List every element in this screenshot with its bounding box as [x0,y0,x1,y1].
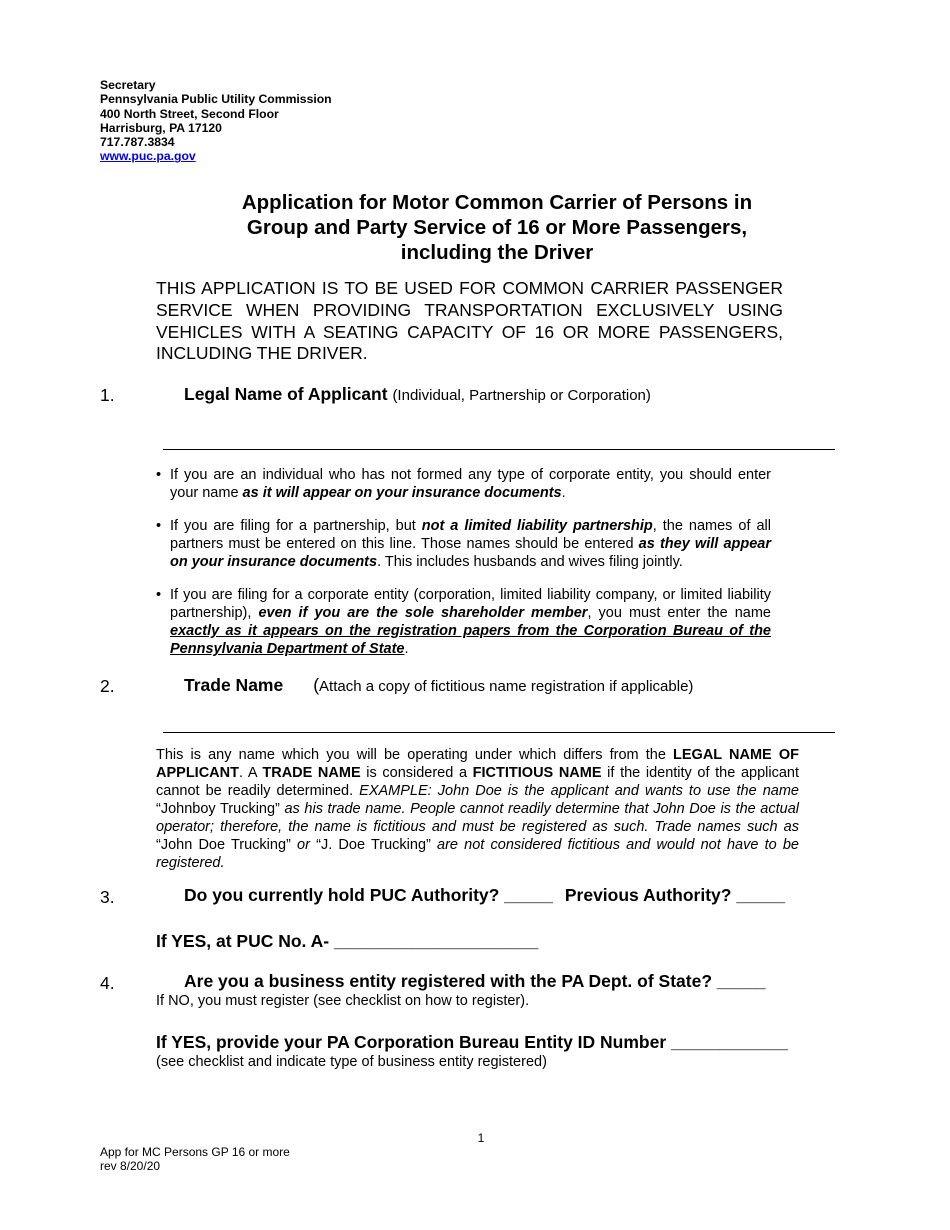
address-commission: Pennsylvania Public Utility Commission [100,92,332,107]
intro-paragraph: THIS APPLICATION IS TO BE USED FOR COMMON CARRIER PASSENGER SERVICE WHEN PROVIDING TRANSPORTATION EXCLUSIVELY USING VEHICLES WITH A SEATING CAPACITY OF 16 OR MORE PASSENGERS, INCLUDING THE DRIVER. [156,278,783,364]
q2-label: Trade Name [184,675,284,695]
puc-number-field[interactable]: If YES, at PUC No. A- _____________________ [156,931,539,951]
list-item: • If you are filing for a partnership, but not a limited liability partnership, the names of all partners must be entered on this line. Those names should be entered as they will appear on your insurance documents. This includes husbands and wives filing jointly. [156,518,771,570]
q1-heading [184,384,651,405]
puc-authority-field[interactable]: Do you currently hold PUC Authority? _____ [184,885,553,905]
title-line-2: Group and Party Service of 16 or More Passengers, [246,216,748,239]
title-line-3: including the Driver [400,241,594,264]
previous-authority-field[interactable]: Previous Authority? _____ [564,885,785,905]
footer-form-name: App for MC Persons GP 16 or more [100,1145,290,1159]
list-item: • If you are filing for a corporate entity (corporation, limited liability company, or limited liability partnership), even if you are the sole shareholder member, you must enter the name exactly as it appears on the registration papers from the Corporation Bureau of the Pennsylvania Department of State. [156,587,771,657]
trade-name-input-line[interactable] [163,732,835,733]
page-number: 1 [477,1131,485,1145]
q2-number: 2. [100,676,115,696]
q3-heading [184,885,785,906]
footer-revision: rev 8/20/20 [100,1159,161,1173]
bullet-icon: • [156,518,162,534]
q1-label: Legal Name of Applicant [184,384,388,404]
q2-note: Attach a copy of fictitious name registration if applicable) [319,678,694,695]
address-city: Harrisburg, PA 17120 [100,120,222,135]
footer [100,1145,290,1173]
q4-note: If NO, you must register (see checklist on how to register). [156,993,530,1009]
trade-name-explanation: This is any name which you will be operating under which differs from the LEGAL NAME OF APPLICANT. A TRADE NAME is considered a FICTITIOUS NAME if the identity of the applicant cannot be readily determined. EXAMPLE: John Doe is the applicant and wants to use the name “Johnboy Trucking” as his trade name. People cannot readily determine that John Doe is the actual operator; therefore, the name is fictitious and must be registered as such. Trade names such as “John Doe Trucking” or “J. Doe Trucking” are not considered fictitious and would not have to be registered. [156,747,799,871]
website-link[interactable]: www.puc.pa.gov [100,149,196,164]
page-title [150,190,844,265]
q1-note: (Individual, Partnership or Corporation) [392,387,651,404]
address-phone: 717.787.3834 [100,135,175,150]
q3-number: 3. [100,887,115,907]
q2-heading: Trade Name (Attach a copy of fictitious name registration if applicable) [184,675,694,695]
address-street: 400 North Street, Second Floor [100,106,279,121]
legal-name-input-line[interactable] [163,449,835,450]
commission-address-block [100,78,332,164]
q4-subnote: (see checklist and indicate type of business entity registered) [156,1054,547,1070]
bullet-icon: • [156,587,162,603]
bullet-icon: • [156,467,162,483]
list-item: • If you are an individual who has not formed any type of corporate entity, you should enter your name as it will appear on your insurance documents. [156,467,771,501]
title-line-1: Application for Motor Common Carrier of Persons in [241,191,753,214]
business-entity-registered-field[interactable]: Are you a business entity registered with the PA Dept. of State? _____ [184,971,766,991]
q4-number: 4. [100,973,115,993]
address-secretary: Secretary [100,78,156,92]
q1-number: 1. [100,385,115,405]
entity-id-number-field[interactable]: If YES, provide your PA Corporation Bureau Entity ID Number ____________ [156,1032,788,1052]
